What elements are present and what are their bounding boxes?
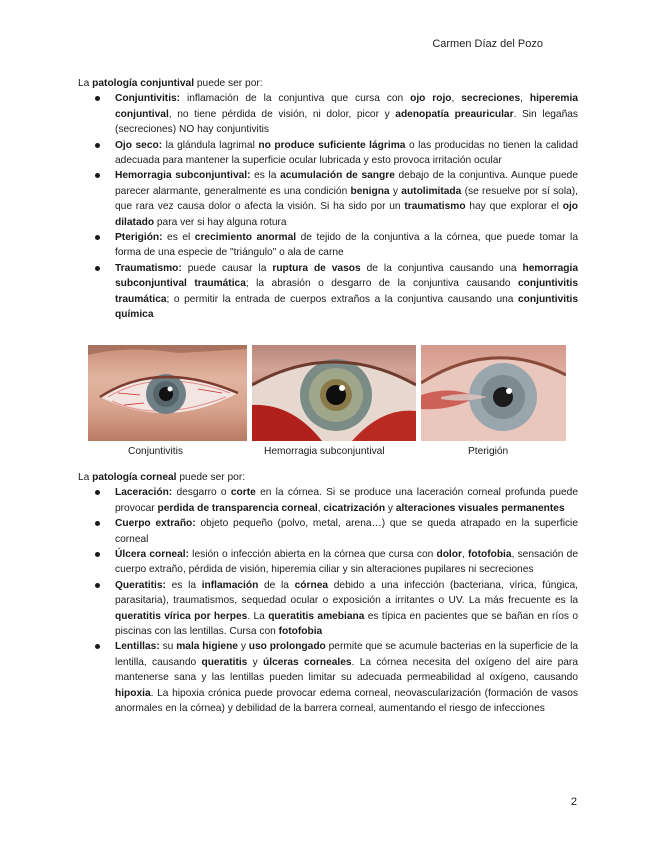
bold-term: acumulación de sangre <box>280 170 395 182</box>
bold-term: Lentillas: <box>115 641 160 653</box>
bold-term: hipoxia <box>115 687 151 699</box>
list-item: Laceración: desgarro o corte en la córnea. Si se produce una laceración corneal profunda puede provocar perdida de transparencia corneal, cicatrización y alteraciones visuales permanentes <box>78 485 578 516</box>
list-item: Traumatismo: puede causar la ruptura de vasos de la conjuntiva causando una hemorragia subconjuntival traumática; la abrasión o desgarro de la conjuntiva causando conjuntivitis traumática; o permitir la entrada de cuerpos extraños a la conjuntiva causando una conjuntivitis química <box>78 261 578 323</box>
bold-term: Úlcera corneal: <box>115 549 189 561</box>
conjunctivitis-photo <box>88 345 247 441</box>
bold-term: patología corneal <box>92 472 177 483</box>
bold-term: Traumatismo: <box>115 262 182 274</box>
section-intro: La patología conjuntival puede ser por: <box>78 78 263 89</box>
photo-captions <box>88 446 566 460</box>
bold-term: corte <box>230 487 256 499</box>
bold-term: queratitis <box>201 656 248 668</box>
bold-term: inflamación <box>201 579 259 591</box>
bold-term: Laceración: <box>115 487 173 499</box>
caption-pterigion: Pterigión <box>468 446 509 457</box>
caption-hemorragia: Hemorragia subconjuntival <box>264 446 385 457</box>
bold-term: alteraciones visuales permanentes <box>395 502 565 514</box>
bold-term: fotofobia <box>278 626 323 638</box>
bold-term: ruptura de vasos <box>272 262 361 274</box>
bold-term: perdida de transparencia corneal <box>157 502 318 514</box>
pterygium-photo <box>421 345 566 441</box>
bold-term: fotofobia <box>467 549 512 561</box>
section-conjuntival <box>78 76 578 323</box>
list-item: Pterigión: es el crecimiento anormal de tejido de la conjuntiva a la córnea, que puede tomar la forma de una especie de "triángulo" o ala de carne <box>78 230 578 261</box>
bold-term: adenopatía preauricular <box>395 108 514 120</box>
list-item: Ojo seco: la glándula lagrimal no produce suficiente lágrima o las producidas no tienen la calidad adecuada para mantener la superficie ocular lubricada y esto provoca irritación ocular <box>78 138 578 169</box>
bold-term: crecimiento anormal <box>194 232 297 244</box>
bold-term: benigna <box>350 185 390 197</box>
bold-term: cicatrización <box>323 502 386 514</box>
list-item: Lentillas: su mala higiene y uso prolongado permite que se acumule bacterias en la superficie de la lentilla, causando queratitis y úlceras corneales. La córnea necesita del oxígeno del aire para mantenerse sana y las lentillas pueden limitar su adecuada permeabilidad al oxígeno, causando hipoxia. La hipoxia crónica puede provocar edema corneal, neovascularización (formación de vasos anormales en la córnea) y debilidad de la barrera corneal, aumentando el riesgo de infecciones <box>78 639 578 716</box>
section-intro: La patología corneal puede ser por: <box>78 472 246 483</box>
bold-term: Pterigión: <box>115 232 163 244</box>
bold-term: patología conjuntival <box>92 78 195 89</box>
list-item: Queratitis: es la inflamación de la córnea debido a una infección (bacteriana, vírica, fúngica, parasitaria), traumatismos, sequedad ocular o exposición a irritantes o UV. La más frecuente es la queratitis vírica por herpes. La queratitis amebiana es típica en pacientes que se bañan en ríos o piscinas con las lentillas. Cursa con fotofobia <box>78 578 578 640</box>
subconjunctival-hemorrhage-photo <box>252 345 416 441</box>
bold-term: uso prolongado <box>248 641 326 653</box>
bold-term: conjuntivitis química <box>115 293 578 321</box>
photo-strip <box>88 345 566 441</box>
bold-term: queratitis amebiana <box>268 610 365 622</box>
bold-term: autolimitada <box>401 185 462 197</box>
bullet-list <box>78 485 578 716</box>
bold-term: úlceras corneales <box>263 656 352 668</box>
section-corneal <box>78 470 578 717</box>
bold-term: mala higiene <box>176 641 238 653</box>
author-name: Carmen Díaz del Pozo <box>432 38 543 50</box>
bold-term: Ojo seco: <box>115 139 163 151</box>
bold-term: queratitis vírica por herpes <box>115 610 248 622</box>
bold-term: Queratitis: <box>115 579 166 591</box>
list-item: Hemorragia subconjuntival: es la acumulación de sangre debajo de la conjuntiva. Aunque puede parecer alarmante, generalmente es una condición benigna y autolimitada (se resuelve por sí sola), que rara vez causa dolor o afecta la visión. Si ha sido por un traumatismo hay que explorar el ojo dilatado para ver si hay alguna rotura <box>78 168 578 230</box>
caption-conjuntivitis: Conjuntivitis <box>128 446 183 457</box>
bold-term: ojo dilatado <box>115 201 578 228</box>
bold-term: Hemorragia subconjuntival: <box>115 170 251 182</box>
bold-term: dolor <box>436 549 462 561</box>
bold-term: córnea <box>294 579 329 591</box>
bold-term: no produce suficiente lágrima <box>258 139 406 151</box>
bold-term: hemorragia subconjuntival traumática <box>115 262 579 290</box>
bold-term: ojo rojo <box>410 93 452 105</box>
bold-term: Cuerpo extraño: <box>115 518 196 530</box>
bold-term: secreciones <box>461 93 521 105</box>
bold-term: Conjuntivitis: <box>115 93 181 105</box>
bold-term: traumatismo <box>404 201 466 213</box>
list-item: Cuerpo extraño: objeto pequeño (polvo, metal, arena…) que se queda atrapado en la superficie corneal <box>78 516 578 547</box>
list-item: Úlcera corneal: lesión o infección abierta en la córnea que cursa con dolor, fotofobia, sensación de cuerpo extraño, pérdida de visión, hiperemia ciliar y sin alteraciones pupilares ni secreciones <box>78 547 578 578</box>
list-item: Conjuntivitis: inflamación de la conjuntiva que cursa con ojo rojo, secreciones, hiperemia conjuntival, no tiene pérdida de visión, ni dolor, picor y adenopatía preauricular. Sin legañas (secreciones) NO hay conjuntivitis <box>78 91 578 137</box>
bold-term: hiperemia conjuntival <box>115 93 578 120</box>
page-number: 2 <box>570 796 577 808</box>
bullet-list <box>78 91 578 322</box>
bold-term: conjuntivitis traumática <box>115 278 578 305</box>
